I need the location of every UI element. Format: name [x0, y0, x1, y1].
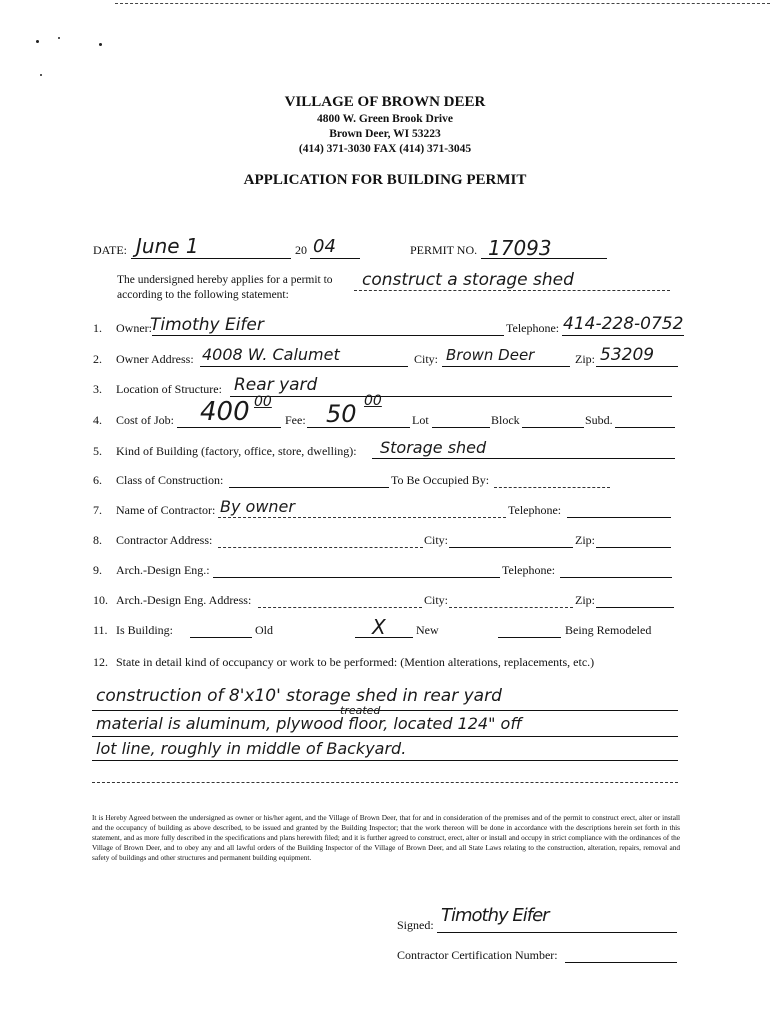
village-name: VILLAGE OF BROWN DEER	[284, 94, 486, 110]
old-checkbox-line	[190, 637, 252, 638]
agreement-text: It is Hereby Agreed between the undersigned as owner or his/her agent, and the Village of Brown Deer, that for and in consideration of the premises and of the permit to construct erect, alter or install and the occupancy of building as above described, to be issued and granted by the Building Inspector; that the work thereon will be done in accordance with the descriptions herein set forth in this statement, and as more fully described in the specifications and plans herewith filed; and it is further agreed to construct, erect, alter or install and occupy in strict compliance with the ordinances of the Village of Brown Deer, and to obey any and all lawful orders of the Building Inspector of the Village of Brown Deer, and all State Laws relating to the construction, alteration, repairs, removal and safety of buildings and other structures and permanent building equipment.	[92, 813, 680, 862]
item-number: 11.	[93, 623, 108, 637]
owner-value: Timothy Eifer	[150, 315, 264, 335]
owner-address-label: Owner Address:	[116, 352, 194, 366]
intro-text-2: according to the following statement:	[117, 289, 289, 301]
item-number: 2.	[93, 352, 102, 366]
subd-underline	[615, 427, 675, 428]
owner-telephone-value: 414-228-0752	[563, 314, 684, 334]
item-number: 3.	[93, 382, 102, 396]
contractor-name-value: By owner	[220, 497, 295, 516]
arch-address-label: Arch.-Design Eng. Address:	[116, 593, 252, 607]
owner-address-underline	[200, 366, 408, 367]
remodeled-option-label: Being Remodeled	[565, 623, 652, 637]
item-number: 7.	[93, 503, 102, 517]
location-label: Location of Structure:	[116, 382, 222, 396]
owner-zip-label: Zip:	[575, 352, 595, 366]
contractor-name-underline	[218, 517, 506, 518]
item-number: 5.	[93, 444, 102, 458]
contractor-address-label: Contractor Address:	[116, 533, 213, 547]
intro-value: construct a storage shed	[362, 270, 574, 290]
contractor-telephone-label: Telephone:	[508, 503, 562, 517]
signature-value: Timothy Eifer	[441, 905, 549, 926]
fee-label: Fee:	[285, 413, 306, 427]
owner-underline	[152, 335, 504, 336]
fee-cents-value: 00	[364, 393, 382, 409]
contractor-telephone-underline	[567, 517, 671, 518]
subd-label: Subd.	[585, 413, 613, 427]
contractor-city-label: City:	[424, 533, 449, 547]
item-number: 8.	[93, 533, 102, 547]
owner-zip-value: 53209	[600, 345, 655, 365]
form-title: APPLICATION FOR BUILDING PERMIT	[243, 172, 527, 188]
village-phones: (414) 371-3030 FAX (414) 371-3045	[298, 143, 472, 155]
arch-telephone-underline	[560, 577, 672, 578]
village-address-line2: Brown Deer, WI 53223	[329, 128, 441, 140]
lot-underline	[432, 427, 490, 428]
year-value: 04	[313, 236, 336, 257]
permit-no-label: PERMIT NO.	[410, 243, 478, 257]
detail-line	[92, 736, 678, 737]
occupied-by-underline	[494, 487, 610, 488]
owner-telephone-label: Telephone:	[506, 321, 560, 335]
intro-underline	[354, 290, 670, 291]
occupied-by-label: To Be Occupied By:	[391, 473, 490, 487]
contractor-zip-label: Zip:	[575, 533, 595, 547]
detail-value-line3: lot line, roughly in middle of Backyard.	[96, 739, 407, 758]
old-option-label: Old	[255, 623, 273, 637]
date-label: DATE:	[93, 243, 127, 257]
owner-address-value: 4008 W. Calumet	[202, 345, 340, 364]
kind-of-building-underline	[372, 458, 675, 459]
owner-telephone-underline	[562, 335, 684, 336]
new-checkbox-mark: X	[372, 615, 386, 639]
arch-zip-label: Zip:	[575, 593, 595, 607]
scan-speck	[99, 43, 102, 46]
detail-value-insert: treated	[340, 704, 381, 717]
scan-edge-line	[115, 3, 770, 4]
contractor-name-label: Name of Contractor:	[116, 503, 216, 517]
date-value: June 1	[136, 234, 199, 258]
new-option-label: New	[416, 623, 439, 637]
year-underline	[310, 258, 360, 259]
item-number: 9.	[93, 563, 102, 577]
date-underline	[131, 258, 291, 259]
arch-telephone-label: Telephone:	[502, 563, 556, 577]
arch-address-underline	[258, 607, 422, 608]
scan-speck	[58, 37, 60, 39]
owner-city-underline	[442, 366, 570, 367]
contractor-address-underline	[218, 547, 423, 548]
remodeled-checkbox-line	[498, 637, 561, 638]
owner-city-value: Brown Deer	[446, 346, 535, 364]
class-of-construction-label: Class of Construction:	[116, 473, 224, 487]
work-detail-label: State in detail kind of occupancy or work to be performed: (Mention alterations, replacements, etc.)	[116, 655, 595, 669]
location-underline	[230, 396, 672, 397]
arch-design-eng-underline	[213, 577, 500, 578]
detail-value-line1: construction of 8'x10' storage shed in rear yard	[96, 686, 502, 706]
cost-value: 400	[200, 397, 250, 427]
kind-of-building-value: Storage shed	[380, 438, 487, 457]
cost-label: Cost of Job:	[116, 413, 175, 427]
detail-line	[92, 760, 678, 761]
block-label: Block	[491, 413, 520, 427]
detail-line	[92, 782, 678, 783]
signed-underline	[437, 932, 677, 933]
cost-underline	[177, 427, 281, 428]
detail-value-line2: material is aluminum, plywood floor, located 124" off	[96, 714, 522, 733]
item-number: 1.	[93, 321, 102, 335]
item-number: 4.	[93, 413, 102, 427]
fee-underline	[307, 427, 410, 428]
scan-speck	[36, 40, 39, 43]
location-value: Rear yard	[234, 375, 318, 395]
owner-city-label: City:	[414, 352, 439, 366]
class-of-construction-underline	[229, 487, 389, 488]
contractor-cert-underline	[565, 962, 677, 963]
year-prefix: 20	[295, 243, 307, 257]
contractor-zip-underline	[596, 547, 671, 548]
contractor-city-underline	[449, 547, 573, 548]
cost-cents-value: 00	[254, 394, 272, 410]
scan-speck	[40, 74, 42, 76]
intro-text: The undersigned hereby applies for a permit to	[117, 274, 333, 286]
is-building-label: Is Building:	[116, 623, 174, 637]
village-address-line1: 4800 W. Green Brook Drive	[317, 113, 453, 125]
arch-design-eng-label: Arch.-Design Eng.:	[116, 563, 210, 577]
arch-city-label: City:	[424, 593, 449, 607]
owner-zip-underline	[596, 366, 678, 367]
item-number: 12.	[93, 655, 108, 669]
fee-value: 50	[326, 400, 357, 428]
kind-of-building-label: Kind of Building (factory, office, store, dwelling):	[116, 444, 357, 458]
block-underline	[522, 427, 584, 428]
item-number: 10.	[93, 593, 108, 607]
detail-line	[92, 710, 678, 711]
arch-zip-underline	[596, 607, 674, 608]
contractor-cert-label: Contractor Certification Number:	[397, 948, 558, 962]
item-number: 6.	[93, 473, 102, 487]
owner-label: Owner:	[116, 321, 152, 335]
permit-no-value: 17093	[488, 236, 552, 260]
lot-label: Lot	[412, 413, 429, 427]
signed-label: Signed:	[397, 918, 434, 932]
arch-city-underline	[449, 607, 573, 608]
